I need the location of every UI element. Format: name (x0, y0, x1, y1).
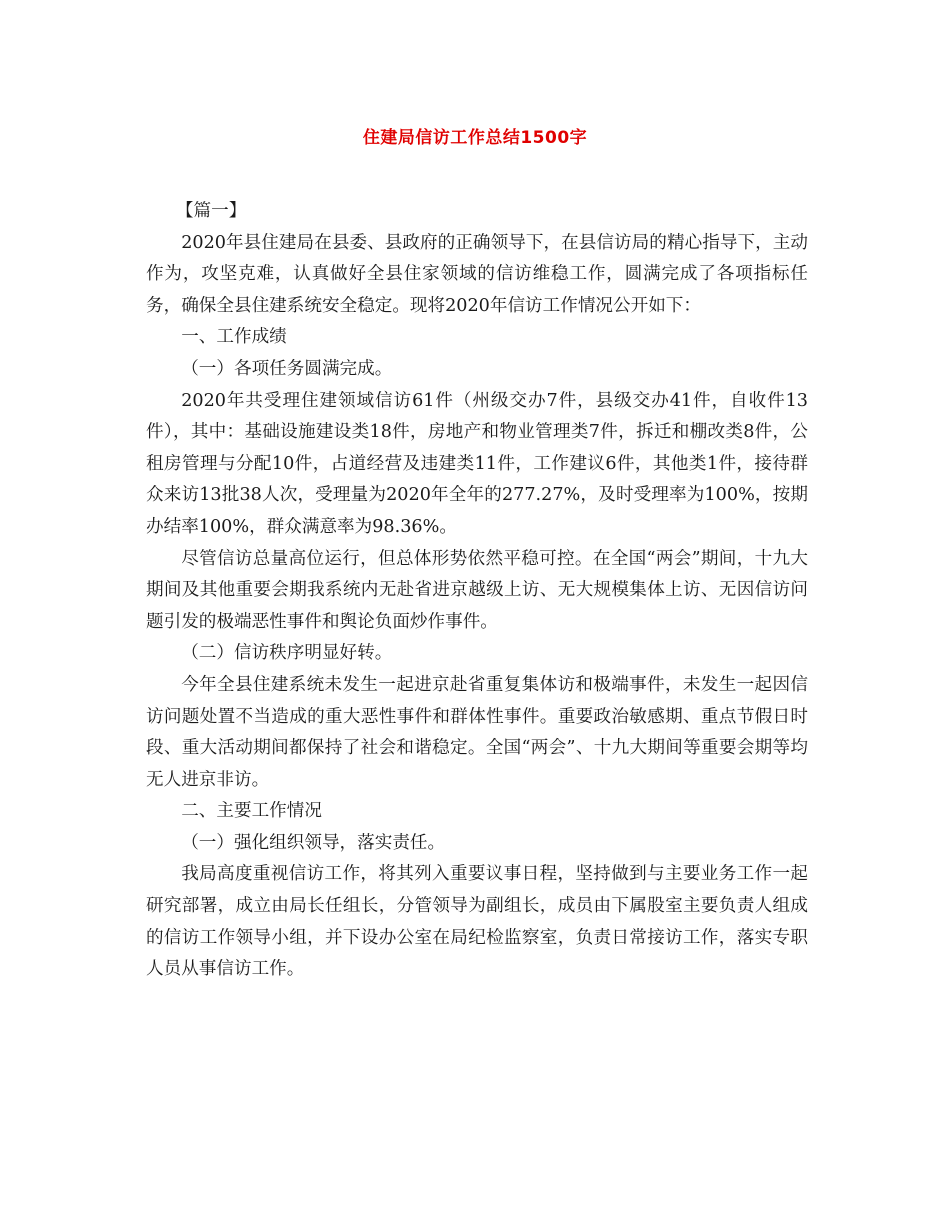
subheading-organization: （一）强化组织领导，落实责任。 (181, 832, 446, 853)
section-tag: 【篇一】 (175, 201, 247, 221)
heading-work-results: 一、工作成绩 (181, 327, 287, 348)
intro-paragraph: 2020年县住建局在县委、县政府的正确领导下，在县信访局的精心指导下，主动作为，攻坚克难，认真做好全县住家领域的信访维稳工作，圆满完成了各项指标任务，确保全县住建系统安全稳定。现将2020年信访工作情况公开如下： (146, 232, 808, 316)
document-body (146, 196, 808, 986)
stability-paragraph: 尽管信访总量高位运行，但总体形势依然平稳可控。在全国“两会”期间，十九大期间及其他重要会期我系统内无赴省进京越级上访、无大规模集体上访、无因信访问题引发的极端恶性事件和舆论负面炒作事件。 (146, 548, 808, 632)
order-paragraph: 今年全县住建系统未发生一起进京赴省重复集体访和极端事件，未发生一起因信访问题处置不当造成的重大恶性事件和群体性事件。重要政治敏感期、重点节假日时段、重大活动期间都保持了社会和谐稳定。全国“两会”、十九大期间等重要会期等均无人进京非访。 (146, 674, 808, 790)
subheading-order-improved: （二）信访秩序明显好转。 (181, 643, 393, 664)
statistics-paragraph: 2020年共受理住建领域信访61件（州级交办7件，县级交办41件，自收件13件），其中：基础设施建设类18件，房地产和物业管理类7件，拆迁和棚改类8件，公租房管理与分配10件，占道经营及违建类11件，工作建议6件，其他类1件，接待群众来访13批38人次，受理量为2020年全年的277.27%，及时受理率为100%，按期办结率100%，群众满意率为98.36%。 (146, 390, 808, 537)
organization-paragraph: 我局高度重视信访工作，将其列入重要议事日程，坚持做到与主要业务工作一起研究部署，成立由局长任组长，分管领导为副组长，成员由下属股室主要负责人组成的信访工作领导小组，并下设办公室在局纪检监察室，负责日常接访工作，落实专职人员从事信访工作。 (146, 864, 808, 980)
subheading-tasks-completed: （一）各项任务圆满完成。 (181, 358, 393, 379)
heading-main-work: 二、主要工作情况 (181, 801, 322, 822)
document-title: 住建局信访工作总结1500字 (362, 128, 588, 148)
